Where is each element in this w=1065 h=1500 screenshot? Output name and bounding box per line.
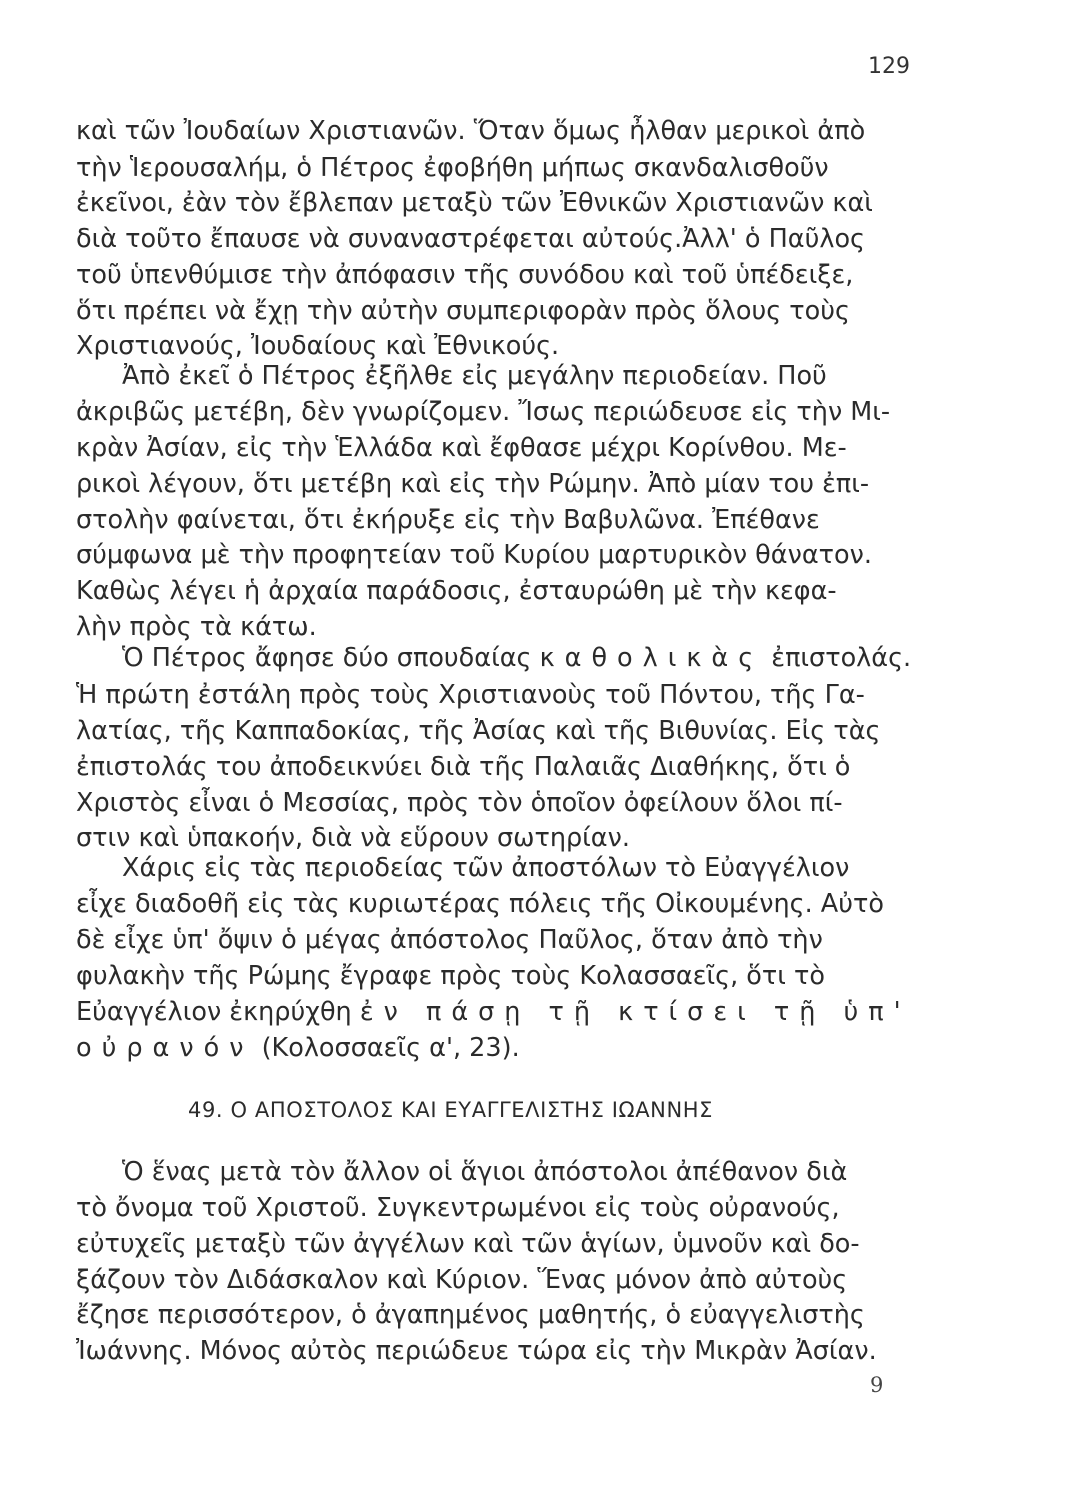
text-line: τὴν Ἱερουσαλήμ, ὁ Πέτρος ἐφοβήθη μήπως σκανδαλισθοῦν: [76, 153, 829, 183]
text-line: ἀκριβῶς μετέβη, δὲν γνωρίζομεν. Ἴσως περιώδευσε εἰς τὴν Μι-: [76, 397, 891, 427]
text-run: (Κολοσσαεῖς α', 23).: [261, 1033, 520, 1063]
text-line: Καθὼς λέγει ἡ ἀρχαία παράδοσις, ἐσταυρώθη μὲ τὴν κεφα-: [76, 576, 837, 606]
text-line: λατίας, τῆς Καππαδοκίας, τῆς Ἀσίας καὶ τῆς Βιθυνίας. Εἰς τὰς: [76, 716, 881, 746]
page-number: 129: [868, 54, 910, 79]
text-line: Χριστὸς εἶναι ὁ Μεσσίας, πρὸς τὸν ὁποῖον ὀφείλουν ὅλοι πί-: [76, 788, 843, 818]
text-line: καὶ τῶν Ἰουδαίων Χριστιανῶν. Ὅταν ὅμως ἦλθαν μερικοὶ ἀπὸ: [76, 116, 866, 146]
signature-mark: 9: [870, 1373, 884, 1397]
emphasized-word: καθολικὰς: [539, 643, 764, 673]
text-run: ἐπιστολάς.: [771, 643, 912, 673]
text-line: δὲ εἶχε ὑπ' ὄψιν ὁ μέγας ἀπόστολος Παῦλος, ὅταν ἀπὸ τὴν: [76, 925, 823, 955]
text-line: κρὰν Ἀσίαν, εἰς τὴν Ἑλλάδα καὶ ἔφθασε μέχρι Κορίνθου. Με-: [76, 433, 847, 463]
text-line: ρικοὶ λέγουν, ὅτι μετέβη καὶ εἰς τὴν Ρώμην. Ἀπὸ μίαν του ἐπι-: [76, 469, 870, 499]
text-run: Ὁ Πέτρος ἄφησε δύο σπουδαίας: [122, 643, 532, 673]
text-line: φυλακὴν τῆς Ρώμης ἔγραφε πρὸς τοὺς Κολασσαεῖς, ὅτι τὸ: [76, 961, 825, 991]
text-line: ἔζησε περισσότερον, ὁ ἀγαπημένος μαθητής, ὁ εὐαγγελιστὴς: [76, 1300, 865, 1330]
text-line: ὅτι πρέπει νὰ ἔχῃ τὴν αὐτὴν συμπεριφορὰν πρὸς ὅλους τοὺς: [76, 296, 850, 326]
spaced-quotation: ἐν πάσῃ τῇ κτίσει τῇ ὑπ': [359, 997, 911, 1027]
text-line: σύμφωνα μὲ τὴν προφητείαν τοῦ Κυρίου μαρτυρικὸν θάνατον.: [76, 540, 872, 570]
text-line: Ὁ ἕνας μετὰ τὸν ἄλλον οἱ ἅγιοι ἀπόστολοι ἀπέθανον διὰ: [122, 1157, 848, 1187]
text-line: εὐτυχεῖς μεταξὺ τῶν ἀγγέλων καὶ τῶν ἁγίων, ὑμνοῦν καὶ δο-: [76, 1229, 860, 1259]
text-line: Ἰωάννης. Μόνος αὐτὸς περιώδευε τώρα εἰς τὴν Μικρὰν Ἀσίαν.: [76, 1336, 877, 1366]
text-line: [122, 643, 911, 673]
text-line: Χάρις εἰς τὰς περιοδείας τῶν ἀποστόλων τὸ Εὐαγγέλιον: [122, 853, 850, 883]
section-heading: 49. Ο ΑΠΟΣΤΟΛΟΣ ΚΑΙ ΕΥΑΓΓΕΛΙΣΤΗΣ ΙΩΑΝΝΗΣ: [188, 1098, 714, 1122]
text-line: στιν καὶ ὑπακοήν, διὰ νὰ εὕρουν σωτηρίαν.: [76, 823, 630, 853]
text-line: ξάζουν τὸν Διδάσκαλον καὶ Κύριον. Ἕνας μόνον ἀπὸ αὐτοὺς: [76, 1265, 848, 1295]
text-line: εἶχε διαδοθῆ εἰς τὰς κυριωτέρας πόλεις τῆς Οἰκουμένης. Αὐτὸ: [76, 889, 884, 919]
text-line: τοῦ ὑπενθύμισε τὴν ἀπόφασιν τῆς συνόδου καὶ τοῦ ὑπέδειξε,: [76, 260, 854, 290]
spaced-quotation: οὐρανόν: [76, 1033, 254, 1063]
text-line: τὸ ὄνομα τοῦ Χριστοῦ. Συγκεντρωμένοι εἰς τοὺς οὐρανούς,: [76, 1193, 840, 1223]
text-line: διὰ τοῦτο ἔπαυσε νὰ συναναστρέφεται αὐτούς.Ἀλλ' ὁ Παῦλος: [76, 224, 866, 254]
text-line: λὴν πρὸς τὰ κάτω.: [76, 612, 317, 642]
text-line: [76, 1033, 520, 1063]
text-line: Ἡ πρώτη ἐστάλη πρὸς τοὺς Χριστιανοὺς τοῦ Πόντου, τῆς Γα-: [76, 680, 865, 710]
text-line: ἐκεῖνοι, ἐὰν τὸν ἔβλεπαν μεταξὺ τῶν Ἐθνικῶν Χριστιανῶν καὶ: [76, 188, 873, 218]
text-line: ἐπιστολάς του ἀποδεικνύει διὰ τῆς Παλαιᾶς Διαθήκης, ὅτι ὁ: [76, 752, 851, 782]
text-line: Χριστιανούς, Ἰουδαίους καὶ Ἐθνικούς.: [76, 331, 560, 361]
text-line: [76, 997, 911, 1027]
text-line: Ἀπὸ ἐκεῖ ὁ Πέτρος ἐξῆλθε εἰς μεγάλην περιοδείαν. Ποῦ: [122, 361, 827, 391]
text-run: Εὐαγγέλιον ἐκηρύχθη: [76, 997, 352, 1027]
text-line: στολὴν φαίνεται, ὅτι ἐκήρυξε εἰς τὴν Βαβυλῶνα. Ἐπέθανε: [76, 505, 820, 535]
